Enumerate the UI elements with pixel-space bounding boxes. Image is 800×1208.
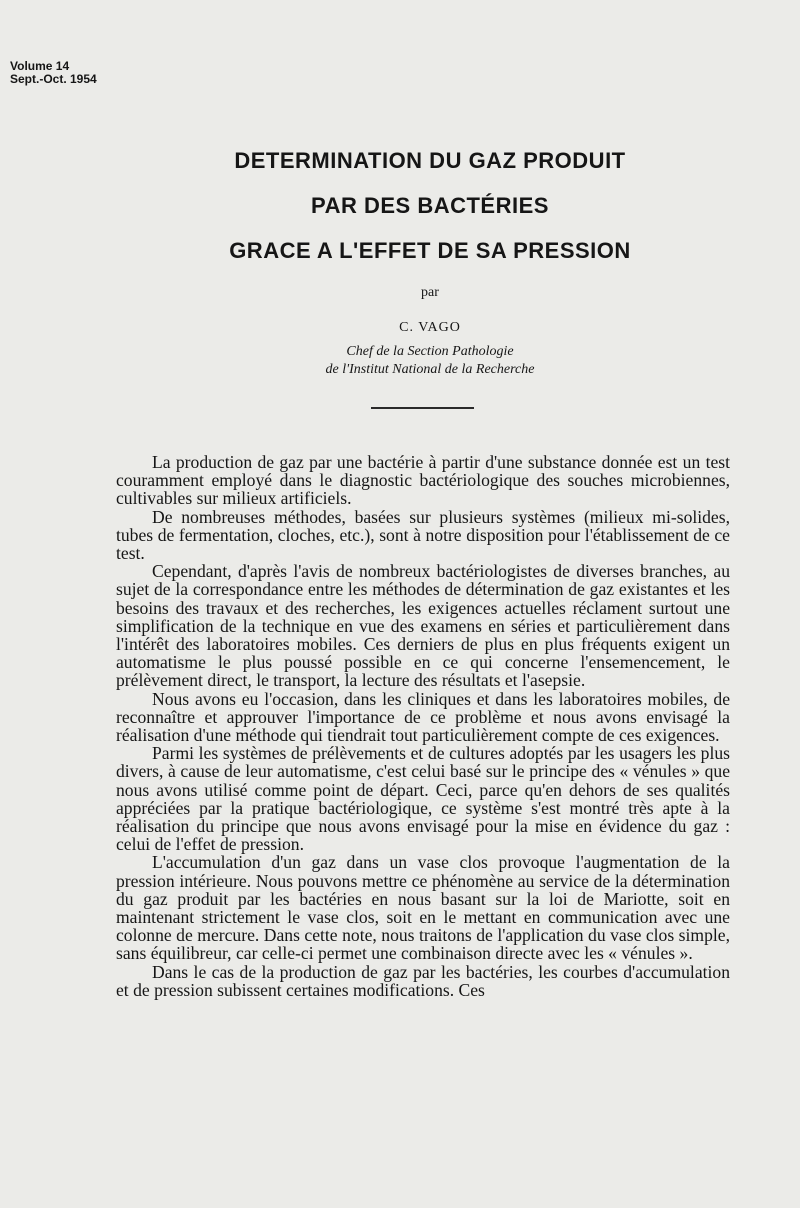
title-line-1: DETERMINATION DU GAZ PRODUIT	[234, 148, 626, 173]
affiliation-line-1: Chef de la Section Pathologie	[346, 344, 514, 359]
paragraph: Dans le cas de la production de gaz par les bactéries, les courbes d'accumulation et de pression subissent certaines modifications. Ces	[116, 961, 730, 1000]
paragraph: De nombreuses méthodes, basées sur plusieurs systèmes (milieux mi-solides, tubes de fermentation, cloches, etc.), sont à notre disposition pour l'établissement de ce test.	[116, 506, 730, 564]
article-body	[116, 453, 730, 999]
byline-par: par	[421, 285, 439, 300]
journal-issue-info	[10, 60, 97, 86]
paragraph: Parmi les systèmes de prélèvements et de cultures adoptés par les usagers les plus divers, à cause de leur automatisme, c'est celui basé sur le principe des « vénules » que nous avons utilisé comme point de départ. Ceci, parce qu'en dehors de ses qualités appréciées par la pratique bactériologique, ce système s'est montré très apte à la réalisation du principe que nous avons envisagé pour la mise en évidence du gaz : celui de l'effet de pression.	[116, 743, 730, 855]
title-line-2: PAR DES BACTÉRIES	[311, 193, 549, 218]
issue-date: Sept.-Oct. 1954	[10, 72, 97, 86]
separator-rule	[371, 407, 474, 409]
article-title	[0, 146, 800, 281]
paragraph: La production de gaz par une bactérie à partir d'une substance donnée est un test couramment employé dans le diagnostic bactériologique des souches microbiennes, cultivables sur milieux artificiels.	[116, 452, 730, 509]
affiliation-line-2: de l'Institut National de la Recherche	[325, 362, 535, 377]
paragraph: Cependant, d'après l'avis de nombreux bactériologistes de diverses branches, au sujet de la correspondance entre les méthodes de détermination de gaz existantes et les besoins des travaux et des recherches, les exigences actuelles réclament surtout une simplification de la technique en vue des examens en séries et particulièrement dans l'intérêt des laboratoires mobiles. Ces derniers de plus en plus fréquents exigent un automatisme le plus poussé possible en ce qui concerne l'ensemencement, le prélèvement direct, le transport, la lecture des résultats et l'asepsie.	[116, 561, 730, 691]
author-affiliation	[0, 343, 800, 379]
title-line-3: GRACE A L'EFFET DE SA PRESSION	[229, 238, 631, 263]
paragraph: Nous avons eu l'occasion, dans les cliniques et dans les laboratoires mobiles, de reconnaître et approuver l'importance de ce problème et nous avons envisagé la réalisation d'une méthode qui tiendrait tout particulièrement compte de ces exigences.	[116, 688, 730, 746]
paragraph: L'accumulation d'un gaz dans un vase clos provoque l'augmentation de la pression intérieure. Nous pouvons mettre ce phénomène au service de la détermination du gaz produit par les bactéries en nous basant sur la loi de Mariotte, soit en maintenant strictement le vase clos, soit en le mettant en communication avec une colonne de mercure. Dans cette note, nous traitons de l'application du vase clos simple, sans équilibreur, car celle-ci permet une combinaison directe avec les « vénules ».	[116, 852, 730, 964]
volume-number: Volume 14	[10, 59, 70, 73]
author-name: C. VAGO	[399, 320, 461, 335]
